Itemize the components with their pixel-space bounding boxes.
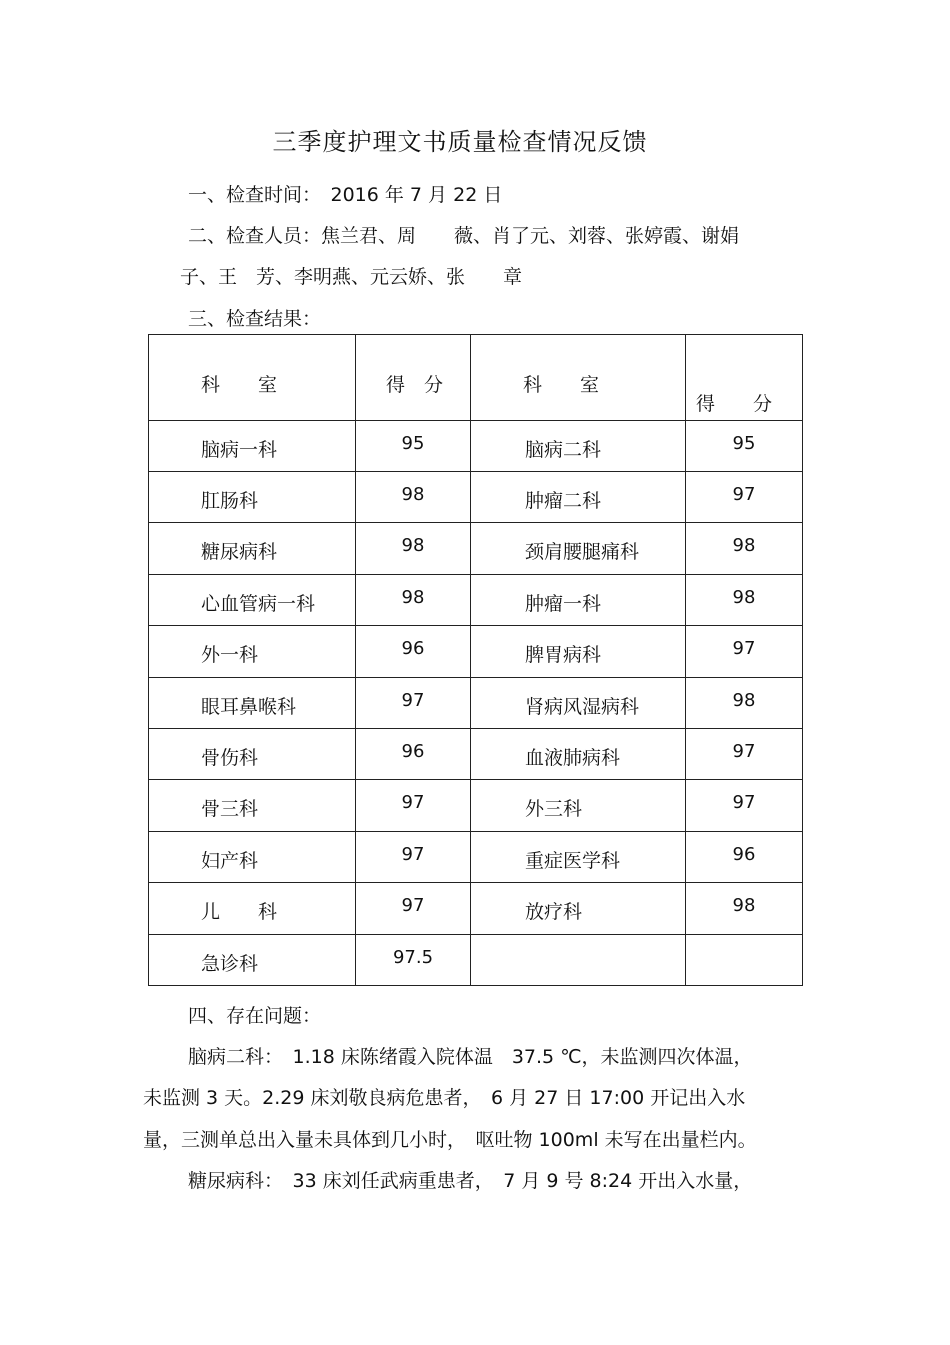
dept-cell-text: 糖尿病科: [201, 541, 278, 564]
dept-cell: [149, 574, 356, 625]
inspectors-line-2: 子、王 芳、李明燕、元云娇、张 章: [180, 266, 523, 288]
table-row: [149, 523, 803, 574]
score-cell: [686, 677, 803, 728]
dept-cell-text: 肿瘤一科: [525, 592, 602, 615]
table-row: [149, 574, 803, 625]
table-row: [149, 831, 803, 882]
problem-line: 脑病二科： 1.18 床陈绪霞入院体温 37.5 ℃，未监测四次体温，: [188, 1046, 753, 1068]
header-cell-dept: 科 室: [149, 335, 356, 421]
score-cell-text: 95: [732, 432, 756, 454]
score-cell: [356, 472, 471, 523]
table-row: [149, 677, 803, 728]
score-cell-text: 98: [732, 586, 756, 608]
dept-cell-text: 心血管病一科: [201, 592, 316, 615]
dept-cell: [471, 677, 686, 728]
score-cell: [356, 523, 471, 574]
score-cell: [356, 831, 471, 882]
dept-cell: [471, 420, 686, 471]
dept-cell-text: 骨伤科: [201, 747, 259, 769]
score-cell: [686, 626, 803, 677]
score-cell-text: 95: [401, 432, 425, 454]
table-row: [149, 934, 803, 985]
dept-cell-text: 重症医学科: [525, 849, 621, 872]
score-cell-text: 97: [732, 484, 756, 506]
problem-line: 未监测 3 天。2.29 床刘敬良病危患者， 6 月 27 日 17:00 开记出入水: [143, 1087, 746, 1109]
document-title: 三季度护理文书质量检查情况反馈: [272, 128, 648, 156]
score-cell: [686, 523, 803, 574]
dept-cell: [149, 883, 356, 934]
table-row: [149, 626, 803, 677]
score-cell-text: 98: [401, 535, 425, 557]
score-cell-text: 97: [732, 741, 756, 762]
dept-cell-text: 血液肺病科: [525, 747, 621, 769]
table-row: [149, 420, 803, 471]
dept-cell: [149, 472, 356, 523]
dept-cell-text: 急诊科: [201, 952, 259, 975]
dept-cell-text: 颈肩腰腿痛科: [525, 541, 640, 564]
score-cell-text: 96: [732, 843, 756, 865]
score-cell: [356, 729, 471, 780]
dept-cell: [471, 523, 686, 574]
dept-cell: [149, 420, 356, 471]
dept-cell: [149, 934, 356, 985]
score-cell: [356, 677, 471, 728]
table-header-row: [149, 335, 803, 421]
dept-cell: [471, 780, 686, 831]
header-cell-dept: 科 室: [471, 335, 686, 421]
score-cell: [356, 574, 471, 625]
check-time-line: 一、检查时间： 2016 年 7 月 22 日: [188, 184, 503, 206]
score-cell: [686, 574, 803, 625]
dept-cell: [471, 472, 686, 523]
problem-line: 糖尿病科： 33 床刘任武病重患者， 7 月 9 号 8:24 开出入水量，: [188, 1170, 753, 1192]
score-cell-text: 98: [401, 484, 425, 506]
dept-cell-text: 外一科: [201, 644, 259, 667]
score-cell: [686, 934, 803, 985]
score-cell: [356, 934, 471, 985]
dept-cell-text: 脑病一科: [201, 438, 278, 461]
dept-cell-text: 肾病风湿病科: [525, 695, 640, 718]
score-cell-text: 96: [401, 741, 425, 762]
header-cell-score: 得 分: [686, 335, 803, 421]
score-cell: [686, 780, 803, 831]
score-cell: [356, 883, 471, 934]
score-cell-text: 97: [732, 792, 756, 814]
dept-cell: [471, 883, 686, 934]
dept-cell-text: [471, 935, 685, 949]
dept-cell-text: 脾胃病科: [525, 644, 602, 667]
score-cell: [356, 626, 471, 677]
score-cell: [686, 729, 803, 780]
score-cell-text: 98: [401, 586, 425, 608]
score-cell-text: 97.5: [392, 946, 434, 968]
dept-cell: [471, 934, 686, 985]
dept-cell: [471, 574, 686, 625]
table-row: [149, 729, 803, 780]
score-cell-text: 97: [732, 638, 756, 660]
dept-cell-text: 放疗科: [525, 901, 583, 924]
score-cell-text: 98: [732, 895, 756, 917]
dept-cell: [149, 677, 356, 728]
results-table: [148, 334, 803, 986]
score-cell-text: 97: [401, 792, 425, 814]
score-cell: [356, 780, 471, 831]
header-cell-score: 得 分: [356, 335, 471, 421]
score-cell: [686, 420, 803, 471]
score-cell-text: 98: [732, 535, 756, 557]
dept-cell: [471, 831, 686, 882]
dept-cell: [471, 626, 686, 677]
dept-cell-text: 肛肠科: [201, 490, 259, 513]
table-row: [149, 472, 803, 523]
score-cell-text: 96: [401, 638, 425, 660]
results-heading: 三、检查结果：: [188, 308, 322, 330]
dept-cell-text: 眼耳鼻喉科: [201, 695, 297, 718]
score-cell: [686, 883, 803, 934]
dept-cell: [149, 729, 356, 780]
table-row: [149, 883, 803, 934]
dept-cell-text: 外三科: [525, 798, 583, 821]
dept-cell-text: 妇产科: [201, 849, 259, 872]
dept-cell: [149, 523, 356, 574]
score-cell-text: 98: [732, 689, 756, 711]
score-cell: [686, 831, 803, 882]
score-cell-text: 97: [401, 895, 425, 917]
dept-cell-text: 肿瘤二科: [525, 490, 602, 513]
table-row: [149, 780, 803, 831]
dept-cell: [149, 626, 356, 677]
score-cell-text: 97: [401, 843, 425, 865]
score-cell-text: 97: [401, 689, 425, 711]
inspectors-line-1: 二、检查人员：焦兰君、周 薇、肖了元、刘蓉、张婷霞、谢娟: [188, 225, 740, 247]
dept-cell: [149, 831, 356, 882]
problems-heading: 四、存在问题：: [188, 1005, 322, 1027]
dept-cell: [149, 780, 356, 831]
dept-cell-text: 儿 科: [201, 901, 278, 924]
dept-cell-text: 骨三科: [201, 798, 259, 821]
score-cell-text: [686, 935, 802, 947]
score-cell: [356, 420, 471, 471]
dept-cell-text: 脑病二科: [525, 438, 602, 461]
dept-cell: [471, 729, 686, 780]
problem-line: 量，三测单总出入量未具体到几小时， 呕吐物 100ml 未写在出量栏内。: [143, 1129, 757, 1151]
score-cell: [686, 472, 803, 523]
